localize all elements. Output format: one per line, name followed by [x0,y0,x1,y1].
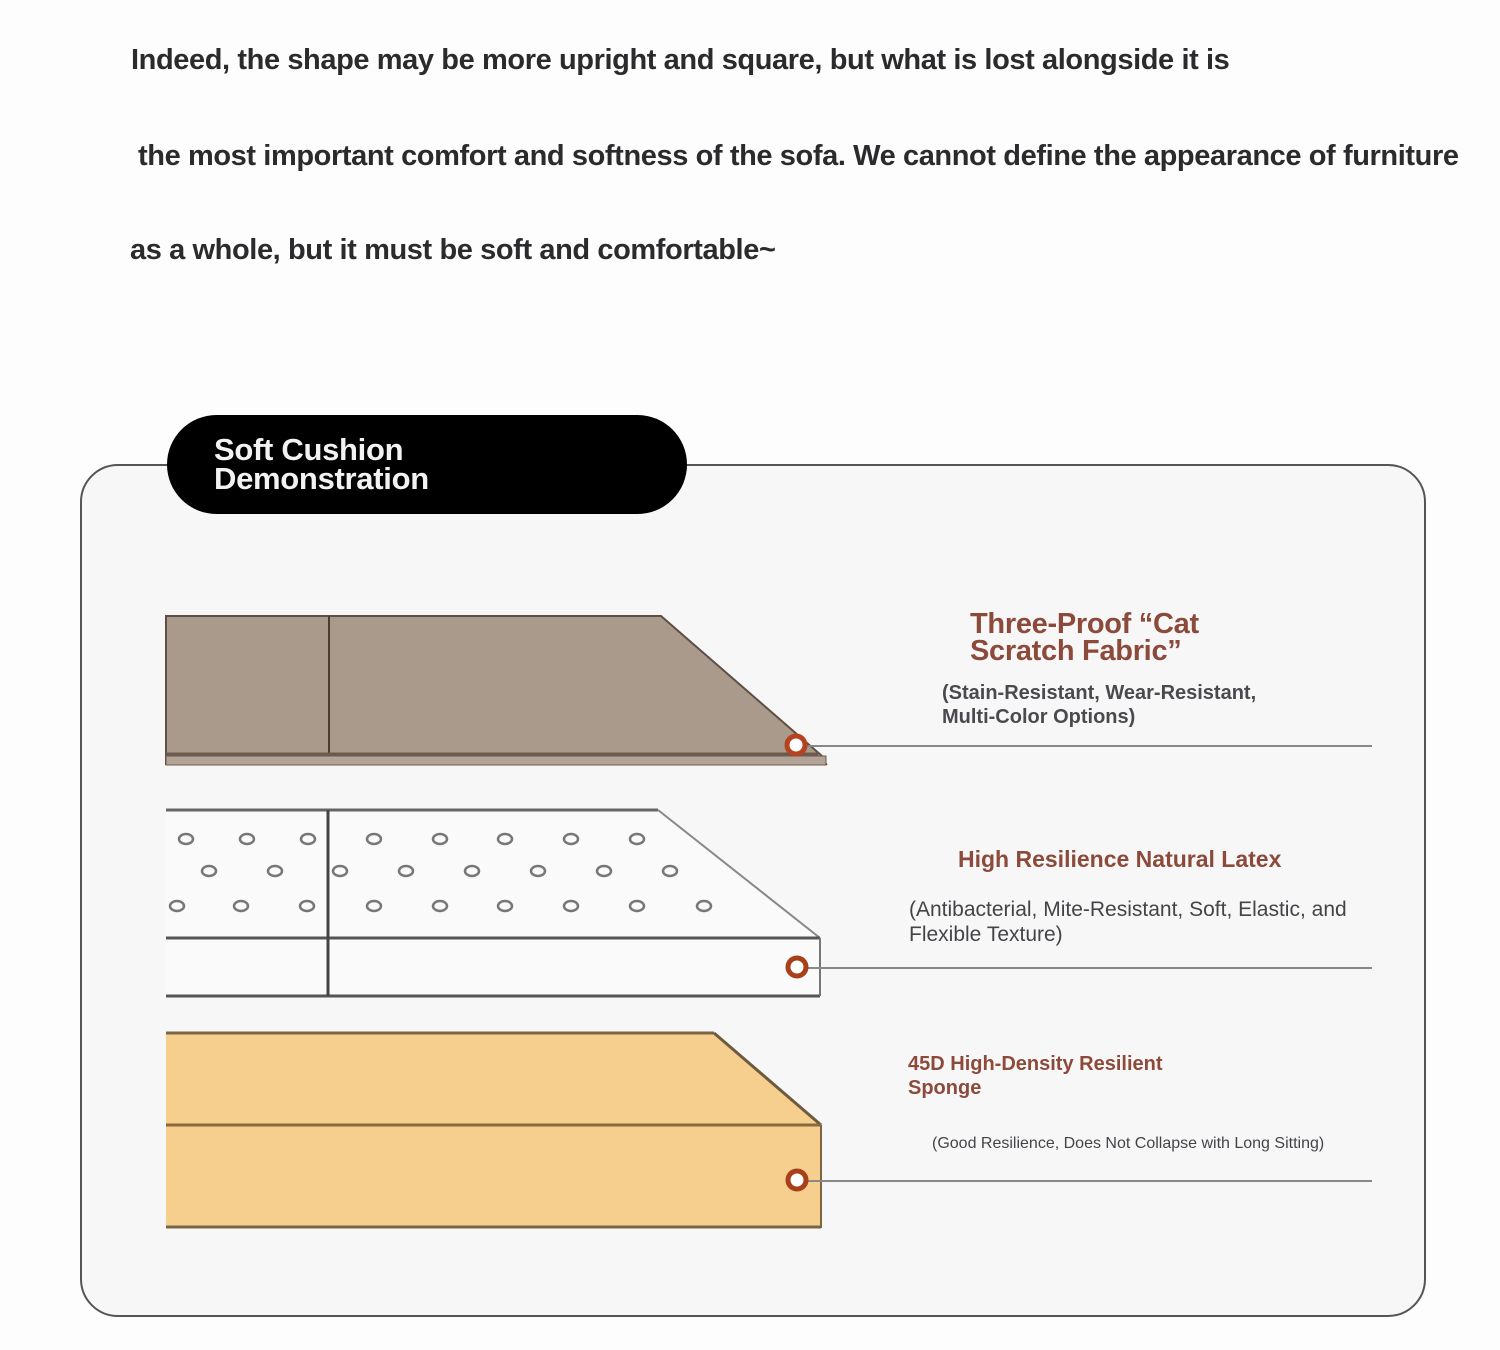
latex-label-description [909,897,1347,947]
panel-title-line-1: Soft Cushion [214,432,404,467]
sponge-marker-icon [788,1171,806,1189]
panel-title-line-2: Demonstration [214,461,429,496]
sponge-label-description [932,1133,1324,1155]
fabric-title-line-2: Scratch Fabric” [970,635,1182,667]
sponge-layer-front [166,1125,821,1227]
latex-layer-front [166,938,820,996]
fabric-marker-icon [787,736,805,754]
sponge-label-title [908,1052,1163,1100]
latex-title-line-1: High Resilience Natural Latex [958,846,1282,872]
fabric-layer-body [166,616,826,764]
fabric-desc-line-1: (Stain-Resistant, Wear-Resistant, [942,682,1257,704]
fabric-title-line-1: Three-Proof “Cat [970,608,1199,640]
sponge-title-line-1: 45D High-Density Resilient [908,1053,1163,1075]
sponge-layer [166,1033,821,1228]
sponge-title-line-2: Sponge [908,1077,982,1099]
latex-marker-icon [788,958,806,976]
latex-desc-line-1: (Antibacterial, Mite-Resistant, Soft, Elastic, and [909,898,1347,921]
intro-text-line-1: Indeed, the shape may be more upright and square, but what is lost alongside it is [131,44,1230,76]
intro-text-line-2: the most important comfort and softness of the sofa. We cannot define the appearance of furniture [138,140,1459,172]
fabric-desc-line-2: Multi-Color Options) [942,706,1136,728]
fabric-label-title [970,608,1199,667]
latex-layer [166,810,820,996]
fabric-layer-base [166,756,826,765]
fabric-label-description [942,681,1256,729]
latex-desc-line-2: Flexible Texture) [909,923,1063,946]
latex-label-title [958,845,1281,873]
fabric-layer [166,616,826,765]
intro-text-line-3: as a whole, but it must be soft and comfortable~ [130,234,776,266]
sponge-desc-line-1: (Good Resilience, Does Not Collapse with Long Sitting) [932,1135,1325,1152]
latex-layer-top [166,810,820,938]
sponge-layer-top [166,1033,821,1125]
